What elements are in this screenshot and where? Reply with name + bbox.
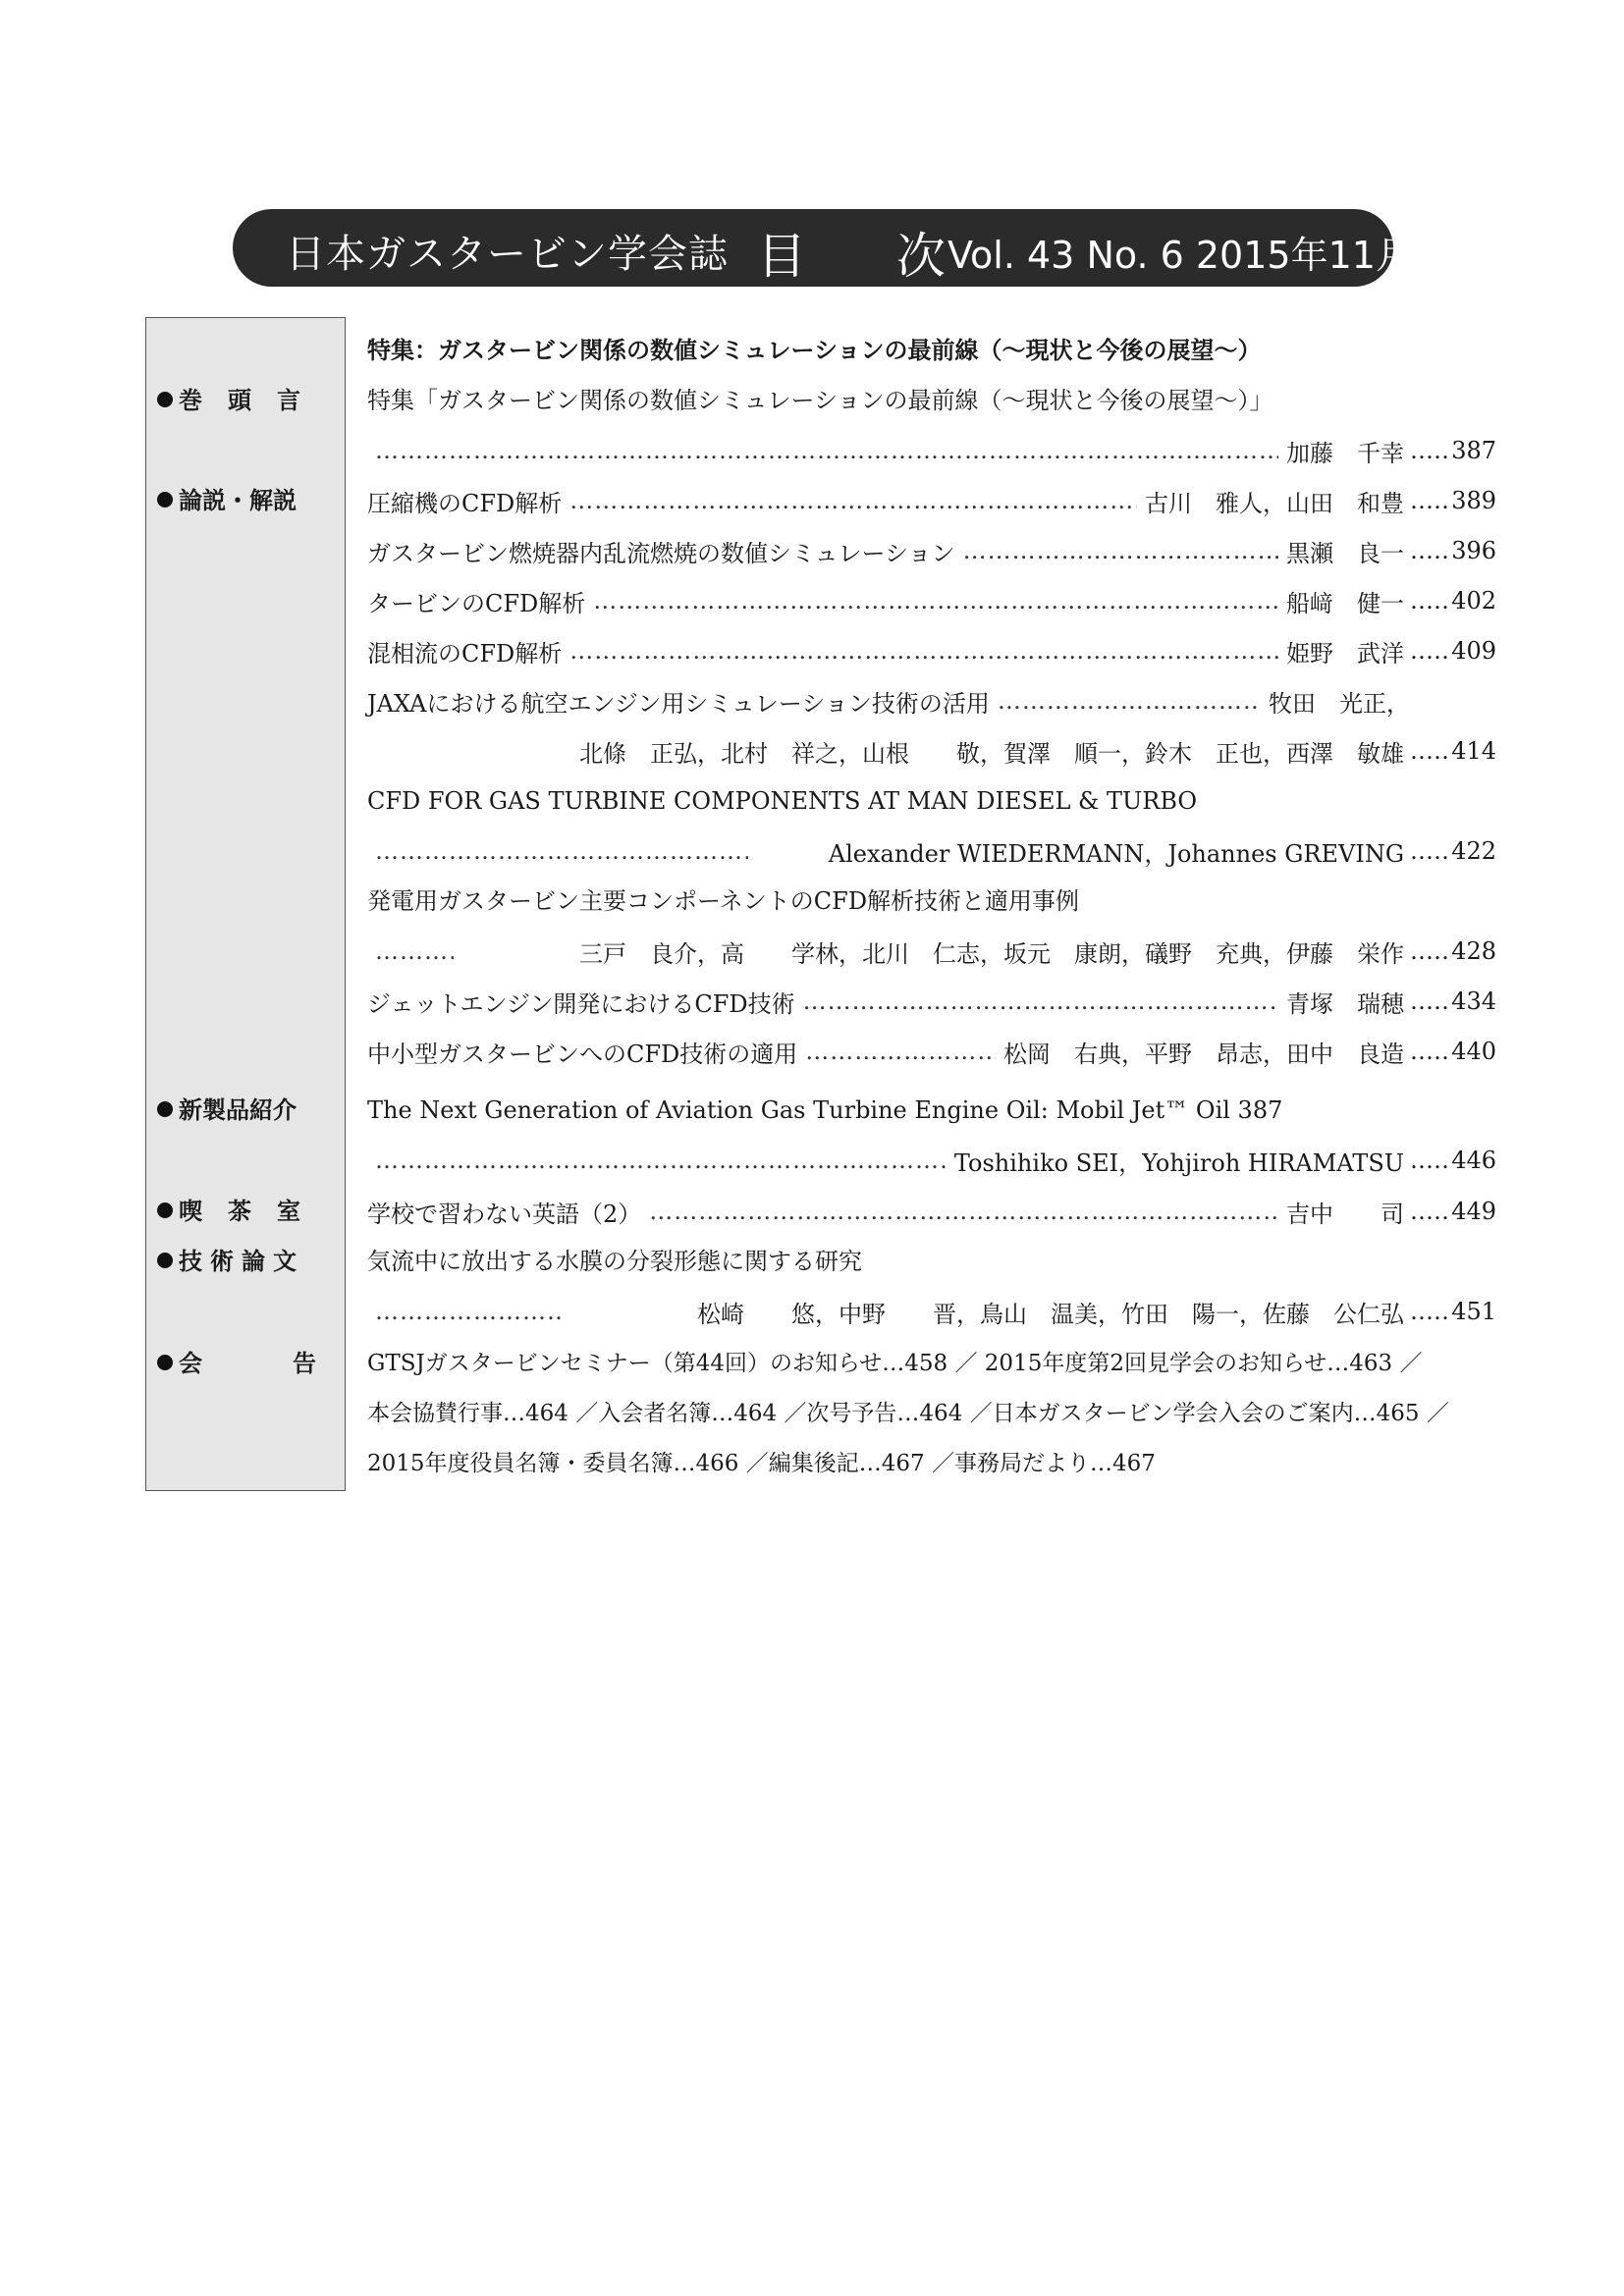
entry-byline <box>367 1287 1496 1336</box>
toc-label: 目 次 <box>757 228 983 285</box>
leader-dots <box>805 1038 996 1065</box>
entry-title: 中小型ガスタービンへのCFD技術の適用 <box>367 1040 798 1068</box>
leader-dots <box>569 637 1278 665</box>
leader-dots <box>593 587 1278 614</box>
toc-entry[interactable] <box>367 576 1496 625</box>
entry-authors: 船﨑 健一 <box>1286 589 1404 617</box>
section-label-kantogen: 巻頭言 <box>157 376 326 425</box>
entry-title[interactable]: CFD FOR GAS TURBINE COMPONENTS AT MAN DIESEL & TURBO <box>367 787 1198 815</box>
toc-entry[interactable] <box>367 977 1496 1026</box>
journal-title: 日本ガスタービン学会誌 <box>286 232 729 277</box>
leader-dots <box>803 988 1278 1015</box>
entry-title[interactable]: 気流中に放出する水膜の分裂形態に関する研究 <box>367 1248 862 1275</box>
leader-dots <box>963 537 1278 564</box>
entry-title: JAXAにおける航空エンジン用シミュレーション技術の活用 <box>367 689 990 718</box>
leader-dots <box>998 687 1261 715</box>
entry-title: 学校で習わない英語（2） <box>367 1200 642 1228</box>
bullet-icon <box>157 492 173 507</box>
entry-authors: 姫野 武洋 <box>1286 639 1404 667</box>
leader-dots <box>649 1198 1278 1225</box>
entry-page: ………………… 414 <box>1410 737 1496 765</box>
section-label-gijutsu: 技術論文 <box>157 1237 304 1286</box>
bullet-icon <box>157 392 173 407</box>
section-label-ronsetsu: 論説・解説 <box>157 476 297 525</box>
entry-title[interactable]: 特集「ガスタービン関係の数値シミュレーションの最前線（～現状と今後の展望～）」 <box>367 387 1273 414</box>
notice-line: 2015年度役員名簿・委員名簿…466 ／編集後記…467 ／事務局だより…467 <box>367 1451 1156 1476</box>
entry-page: ………………… 440 <box>1410 1038 1496 1065</box>
entry-authors: 牧田 光正， <box>1269 689 1410 718</box>
entry-page: ………………… 422 <box>1410 837 1496 865</box>
entry-byline <box>367 726 1496 775</box>
toc-entry[interactable] <box>367 1027 1496 1076</box>
entry-authors: Alexander WIEDERMANN，Johannes GREVING <box>828 839 1404 868</box>
entry-page: ………………… 434 <box>1410 988 1496 1015</box>
bullet-icon <box>157 1101 173 1117</box>
notice-line: 本会協賛行事…464 ／入会者名簿…464 ／次号予告…464 ／日本ガスタービン学会入会のご案内…465 ／ <box>367 1401 1449 1426</box>
entry-byline <box>367 1136 1496 1185</box>
entry-title: ガスタービン燃焼器内乱流燃焼の数値シミュレーション <box>367 539 955 567</box>
special-feature-title: 特集：ガスタービン関係の数値シミュレーションの最前線（～現状と今後の展望～） <box>367 337 1262 364</box>
entry-authors: 北條 正弘，北村 祥之，山根 敬，賀澤 順一，鈴木 正也，西澤 敏雄 <box>579 739 1404 768</box>
section-label-kissa: 喫茶室 <box>157 1187 326 1236</box>
entry-title: 圧縮機のCFD解析 <box>367 489 563 517</box>
entry-title: ジェットエンジン開発におけるCFD技術 <box>367 989 795 1018</box>
leader-dots <box>375 1298 562 1325</box>
entry-page: ………………… 402 <box>1410 587 1496 614</box>
entry-title[interactable]: The Next Generation of Aviation Gas Turbine Engine Oil: Mobil Jet™ Oil 387 <box>367 1096 1283 1124</box>
volume-info: Vol. 43 No. 6 2015年11月 <box>947 234 1413 277</box>
section-label-kaikoku: 会告 <box>157 1339 406 1388</box>
entry-page: ………………… 449 <box>1410 1198 1496 1225</box>
entry-title: 混相流のCFD解析 <box>367 639 563 667</box>
entry-page: ………………… 387 <box>1410 437 1496 464</box>
toc-entry[interactable] <box>367 1187 1496 1236</box>
section-label-shinseihin: 新製品紹介 <box>157 1086 297 1135</box>
notice-line: GTSJガスタービンセミナー（第44回）のお知らせ…458 ／ 2015年度第2回見学会のお知らせ…463 ／ <box>367 1351 1423 1376</box>
leader-dots <box>375 837 748 865</box>
bullet-icon <box>157 1253 173 1268</box>
entry-authors: 松岡 右典，平野 昂志，田中 良造 <box>1003 1040 1404 1068</box>
entry-page: ………………… 389 <box>1410 487 1496 514</box>
entry-page: ………………… 428 <box>1410 937 1496 965</box>
entry-authors: 古川 雅人，山田 和豊 <box>1145 489 1404 517</box>
leader-dots <box>569 487 1137 514</box>
entry-authors: Toshihiko SEI，Yohjiroh HIRAMATSU <box>953 1148 1404 1177</box>
entry-byline <box>367 827 1496 876</box>
entry-authors: 三戸 良介，高 学林，北川 仁志，坂元 康朗，礒野 充典，伊藤 栄作 <box>579 939 1404 968</box>
bullet-icon <box>157 1355 173 1370</box>
bullet-icon <box>157 1202 173 1218</box>
entry-page: ………………… 451 <box>1410 1298 1496 1325</box>
entry-byline <box>367 927 1496 976</box>
entry-authors: 吉中 司 <box>1286 1200 1404 1228</box>
toc-entry[interactable] <box>367 676 1410 725</box>
entry-byline <box>367 426 1496 475</box>
entry-page: ………………… 446 <box>1410 1147 1496 1174</box>
entry-authors: 黒瀬 良一 <box>1286 539 1404 567</box>
toc-entry[interactable] <box>367 476 1496 525</box>
entry-title: タービンのCFD解析 <box>367 589 586 617</box>
entry-title[interactable]: 発電用ガスタービン主要コンポーネントのCFD解析技術と適用事例 <box>367 887 1080 915</box>
leader-dots <box>375 437 1278 464</box>
entry-authors: 松崎 悠，中野 晋，鳥山 温美，竹田 陽一，佐藤 公仁弘 <box>697 1300 1404 1328</box>
entry-authors: 加藤 千幸 <box>1286 439 1404 467</box>
entry-authors: 青塚 瑞穂 <box>1286 989 1404 1018</box>
entry-page: ………………… 409 <box>1410 637 1496 665</box>
toc-entry[interactable] <box>367 626 1496 675</box>
leader-dots <box>375 937 454 965</box>
entry-page: ………………… 396 <box>1410 537 1496 564</box>
toc-entry[interactable] <box>367 526 1496 575</box>
leader-dots <box>375 1147 947 1174</box>
